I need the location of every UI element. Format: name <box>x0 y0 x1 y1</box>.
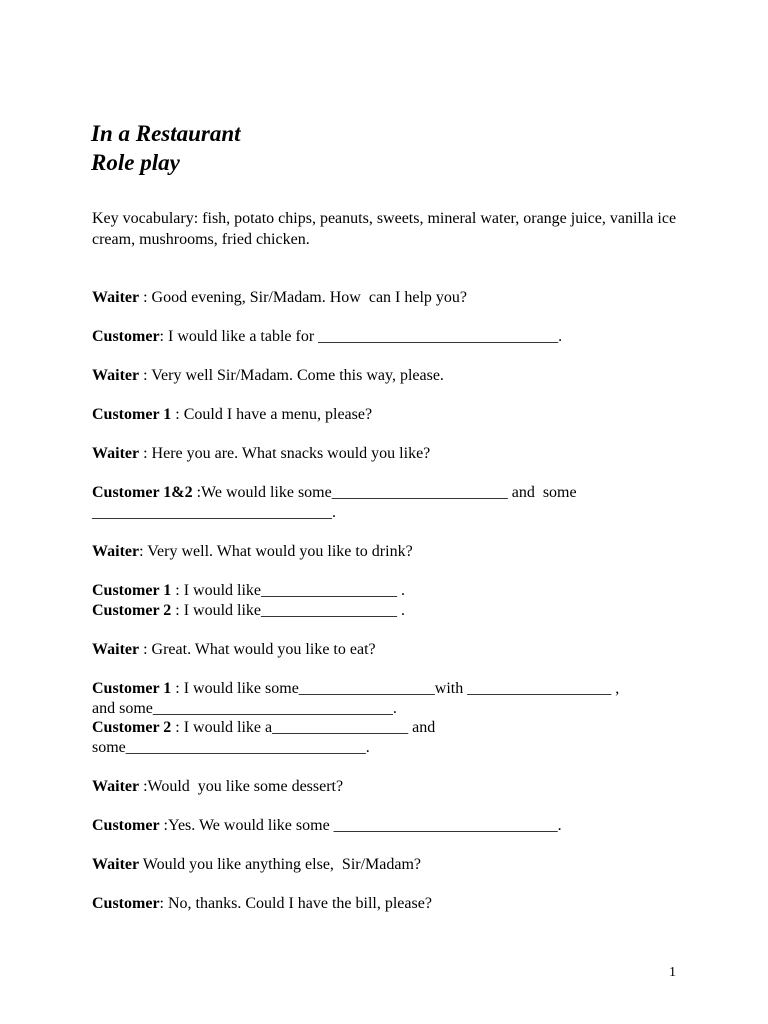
line-text: some______________________________. <box>92 739 370 756</box>
dialogue-line <box>92 444 430 464</box>
dialogue-line <box>92 288 467 308</box>
dialogue-line <box>92 718 435 738</box>
dialogue-line <box>92 679 619 699</box>
line-text: : Very well. What would you like to drink? <box>139 543 413 560</box>
speaker-label: Customer 1 <box>92 582 172 599</box>
speaker-label: Customer 2 <box>92 719 172 736</box>
speaker-label: Customer 1 <box>92 406 172 423</box>
dialogue-line <box>92 816 562 836</box>
line-text: : I would like some_________________with __________________ , <box>171 680 620 697</box>
dialogue-line <box>92 542 413 562</box>
speaker-label: Waiter <box>92 641 140 658</box>
key-vocabulary: Key vocabulary: fish, potato chips, peanuts, sweets, mineral water, orange juice, vanilla ice cream, mushrooms, fried chicken. <box>92 210 677 248</box>
speaker-label: Waiter <box>92 367 140 384</box>
speaker-label: Waiter <box>92 289 140 306</box>
dialogue-line <box>92 581 405 601</box>
dialogue-line <box>92 894 432 914</box>
document-subtitle: Role play <box>91 150 180 175</box>
speaker-label: Customer 1&2 <box>92 484 193 501</box>
speaker-label: Waiter <box>92 543 140 560</box>
line-text: :We would like some______________________ and some <box>192 484 577 501</box>
dialogue-line <box>92 366 444 386</box>
speaker-label: Customer <box>92 328 160 345</box>
line-text: : I would like_________________ . <box>171 582 406 599</box>
line-text: ______________________________. <box>92 504 336 521</box>
dialogue-line <box>92 601 405 621</box>
dialogue-line <box>92 640 376 660</box>
speaker-label: Customer 1 <box>92 680 172 697</box>
line-text: and some______________________________. <box>92 700 397 717</box>
dialogue-line <box>92 483 577 503</box>
speaker-label: Customer <box>92 895 160 912</box>
line-text: : Great. What would you like to eat? <box>139 641 376 658</box>
line-text: : Could I have a menu, please? <box>171 406 373 423</box>
document-title: In a Restaurant <box>91 121 241 146</box>
line-text: : I would like_________________ . <box>171 602 406 619</box>
line-text: : Good evening, Sir/Madam. How can I help you? <box>139 289 468 306</box>
speaker-label: Customer <box>92 817 160 834</box>
line-text: :Yes. We would like some ____________________________. <box>159 817 562 834</box>
line-text: : Very well Sir/Madam. Come this way, please. <box>139 367 444 384</box>
line-text: :Would you like some dessert? <box>139 778 344 795</box>
page-number: 1 <box>669 965 676 980</box>
dialogue-line <box>92 327 562 347</box>
line-text: : I would like a_________________ and <box>171 719 436 736</box>
speaker-label: Waiter <box>92 856 140 873</box>
line-text: Would you like anything else, Sir/Madam? <box>139 856 422 873</box>
line-text: : Here you are. What snacks would you like? <box>139 445 431 462</box>
dialogue-line <box>92 503 336 523</box>
dialogue-line <box>92 405 372 425</box>
line-text: : I would like a table for ______________________________. <box>159 328 563 345</box>
dialogue-line <box>92 699 397 719</box>
speaker-label: Customer 2 <box>92 602 172 619</box>
dialogue-line <box>92 738 370 758</box>
speaker-label: Waiter <box>92 445 140 462</box>
dialogue-line <box>92 777 343 797</box>
dialogue-line <box>92 855 421 875</box>
speaker-label: Waiter <box>92 778 140 795</box>
line-text: : No, thanks. Could I have the bill, please? <box>159 895 432 912</box>
